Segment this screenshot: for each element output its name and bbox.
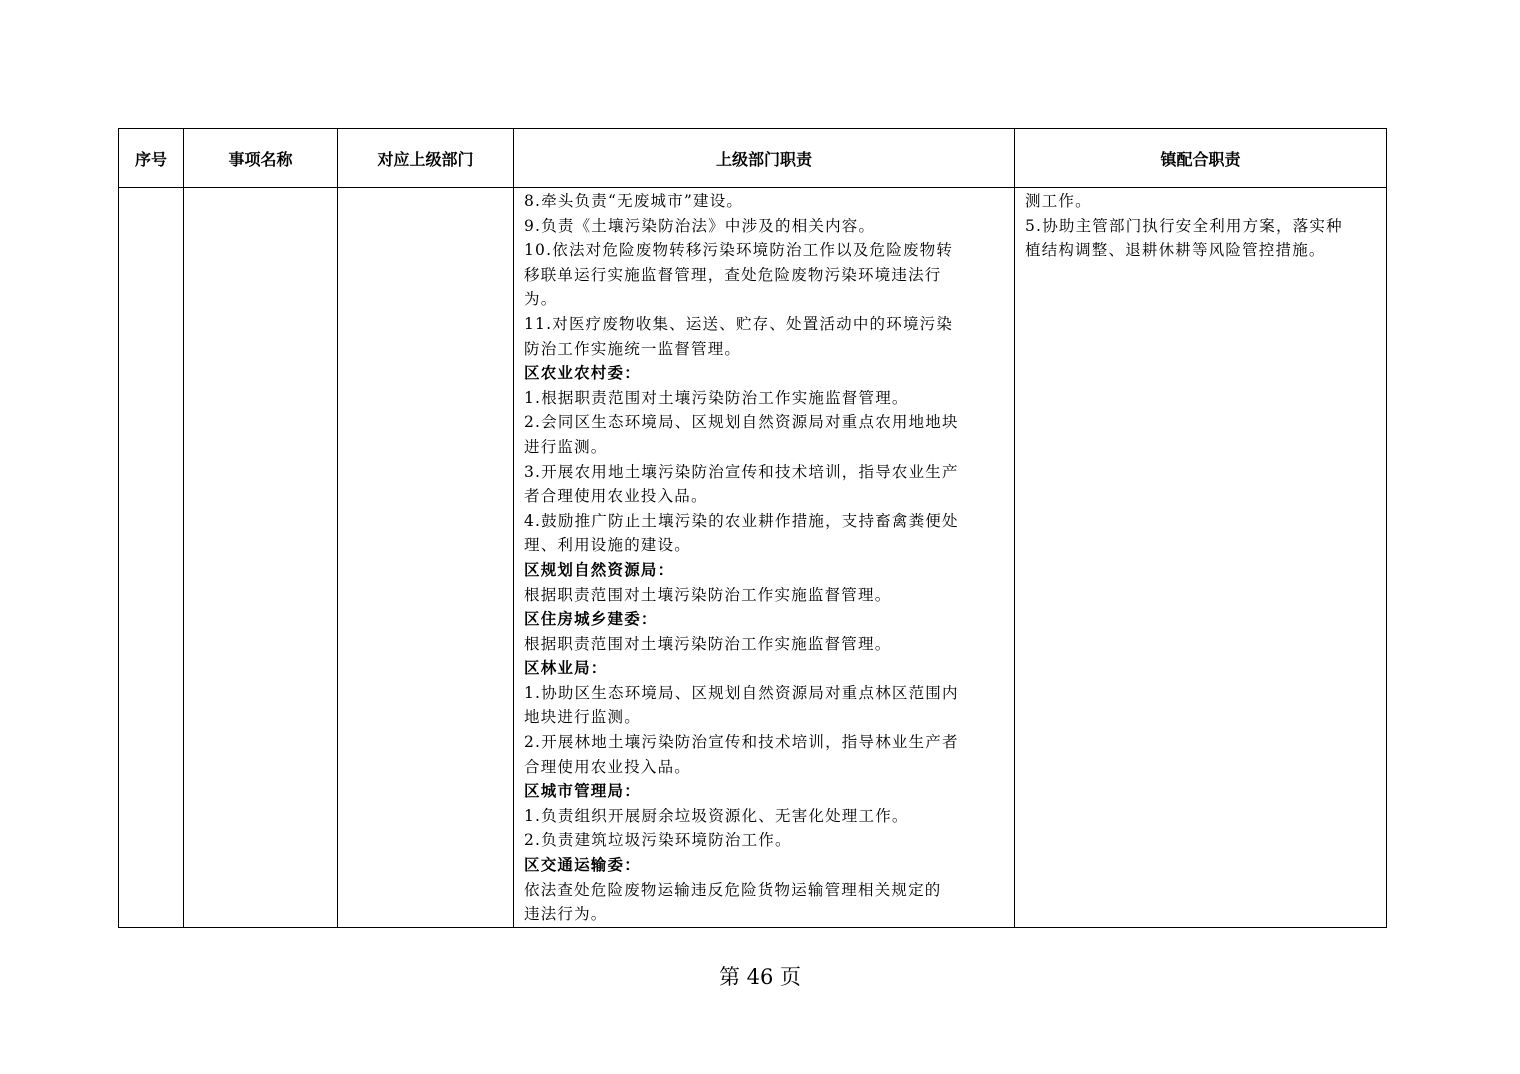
duty-line: 11.对医疗废物收集、运送、贮存、处置活动中的环境污染 [524, 314, 954, 333]
header-index: 序号 [119, 129, 184, 188]
cell-town-duties [1015, 188, 1387, 928]
duty-line: 9.负责《土壤污染防治法》中涉及的相关内容。 [524, 216, 876, 235]
department-heading: 区规划自然资源局： [524, 559, 675, 579]
duty-line: 测工作。 [1025, 192, 1092, 210]
cell-index [119, 188, 184, 928]
header-superior-department: 对应上级部门 [338, 129, 514, 188]
duty-line: 4.鼓励推广防止土壤污染的农业耕作措施，支持畜禽粪便处 [524, 511, 959, 530]
duty-line: 移联单运行实施监督管理，查处危险废物污染环境违法行 [524, 265, 942, 284]
department-heading: 区住房城乡建委： [524, 609, 658, 629]
duty-line: 植结构调整、退耕休耕等风险管控措施。 [1025, 241, 1326, 260]
duty-line: 1.根据职责范围对土壤污染防治工作实施监督管理。 [524, 388, 909, 407]
header-superior-duties: 上级部门职责 [514, 129, 1015, 188]
duty-line: 10.依法对危险废物转移污染环境防治工作以及危险废物转 [524, 241, 954, 260]
table-header-row [119, 129, 1387, 188]
duty-line: 3.开展农用地土壤污染防治宣传和技术培训，指导农业生产 [524, 462, 959, 481]
duty-line: 违法行为。 [524, 905, 608, 924]
table-row [119, 188, 1387, 928]
department-heading: 区农业农村委： [524, 363, 641, 383]
duty-line: 1.协助区生态环境局、区规划自然资源局对重点林区范围内 [524, 683, 959, 702]
duty-line: 2.负责建筑垃圾污染环境防治工作。 [524, 831, 792, 850]
header-town-duties: 镇配合职责 [1015, 129, 1387, 188]
duty-line: 防治工作实施统一监督管理。 [524, 339, 742, 358]
duty-line: 理、利用设施的建设。 [524, 536, 692, 555]
superior-duties-text [514, 188, 1014, 927]
cell-superior-duties [514, 188, 1015, 928]
duty-line: 2.开展林地土壤污染防治宣传和技术培训，指导林业生产者 [524, 733, 959, 752]
town-duties-text [1015, 188, 1386, 263]
duty-line: 者合理使用农业投入品。 [524, 487, 708, 506]
department-heading: 区林业局： [524, 658, 608, 678]
duty-line: 进行监测。 [524, 437, 608, 456]
header-item-name: 事项名称 [184, 129, 338, 188]
duty-line: 1.负责组织开展厨余垃圾资源化、无害化处理工作。 [524, 806, 909, 825]
duty-line: 依法查处危险废物运输违反危险货物运输管理相关规定的 [524, 880, 942, 899]
page-number: 第 46 页 [718, 965, 802, 989]
duty-line: 5.协助主管部门执行安全利用方案，落实种 [1025, 216, 1343, 235]
department-heading: 区交通运输委： [524, 855, 641, 875]
duty-line: 8.牵头负责“无废城市”建设。 [524, 192, 744, 210]
duty-line: 根据职责范围对土壤污染防治工作实施监督管理。 [524, 634, 892, 653]
duty-line: 根据职责范围对土壤污染防治工作实施监督管理。 [524, 585, 892, 604]
duty-line: 合理使用农业投入品。 [524, 757, 692, 776]
cell-item-name [184, 188, 338, 928]
duty-line: 2.会同区生态环境局、区规划自然资源局对重点农用地地块 [524, 413, 959, 432]
duty-line: 为。 [524, 290, 558, 309]
duties-table [118, 128, 1387, 928]
department-heading: 区城市管理局： [524, 781, 641, 801]
cell-superior-department [338, 188, 514, 928]
duty-line: 地块进行监测。 [524, 708, 641, 727]
